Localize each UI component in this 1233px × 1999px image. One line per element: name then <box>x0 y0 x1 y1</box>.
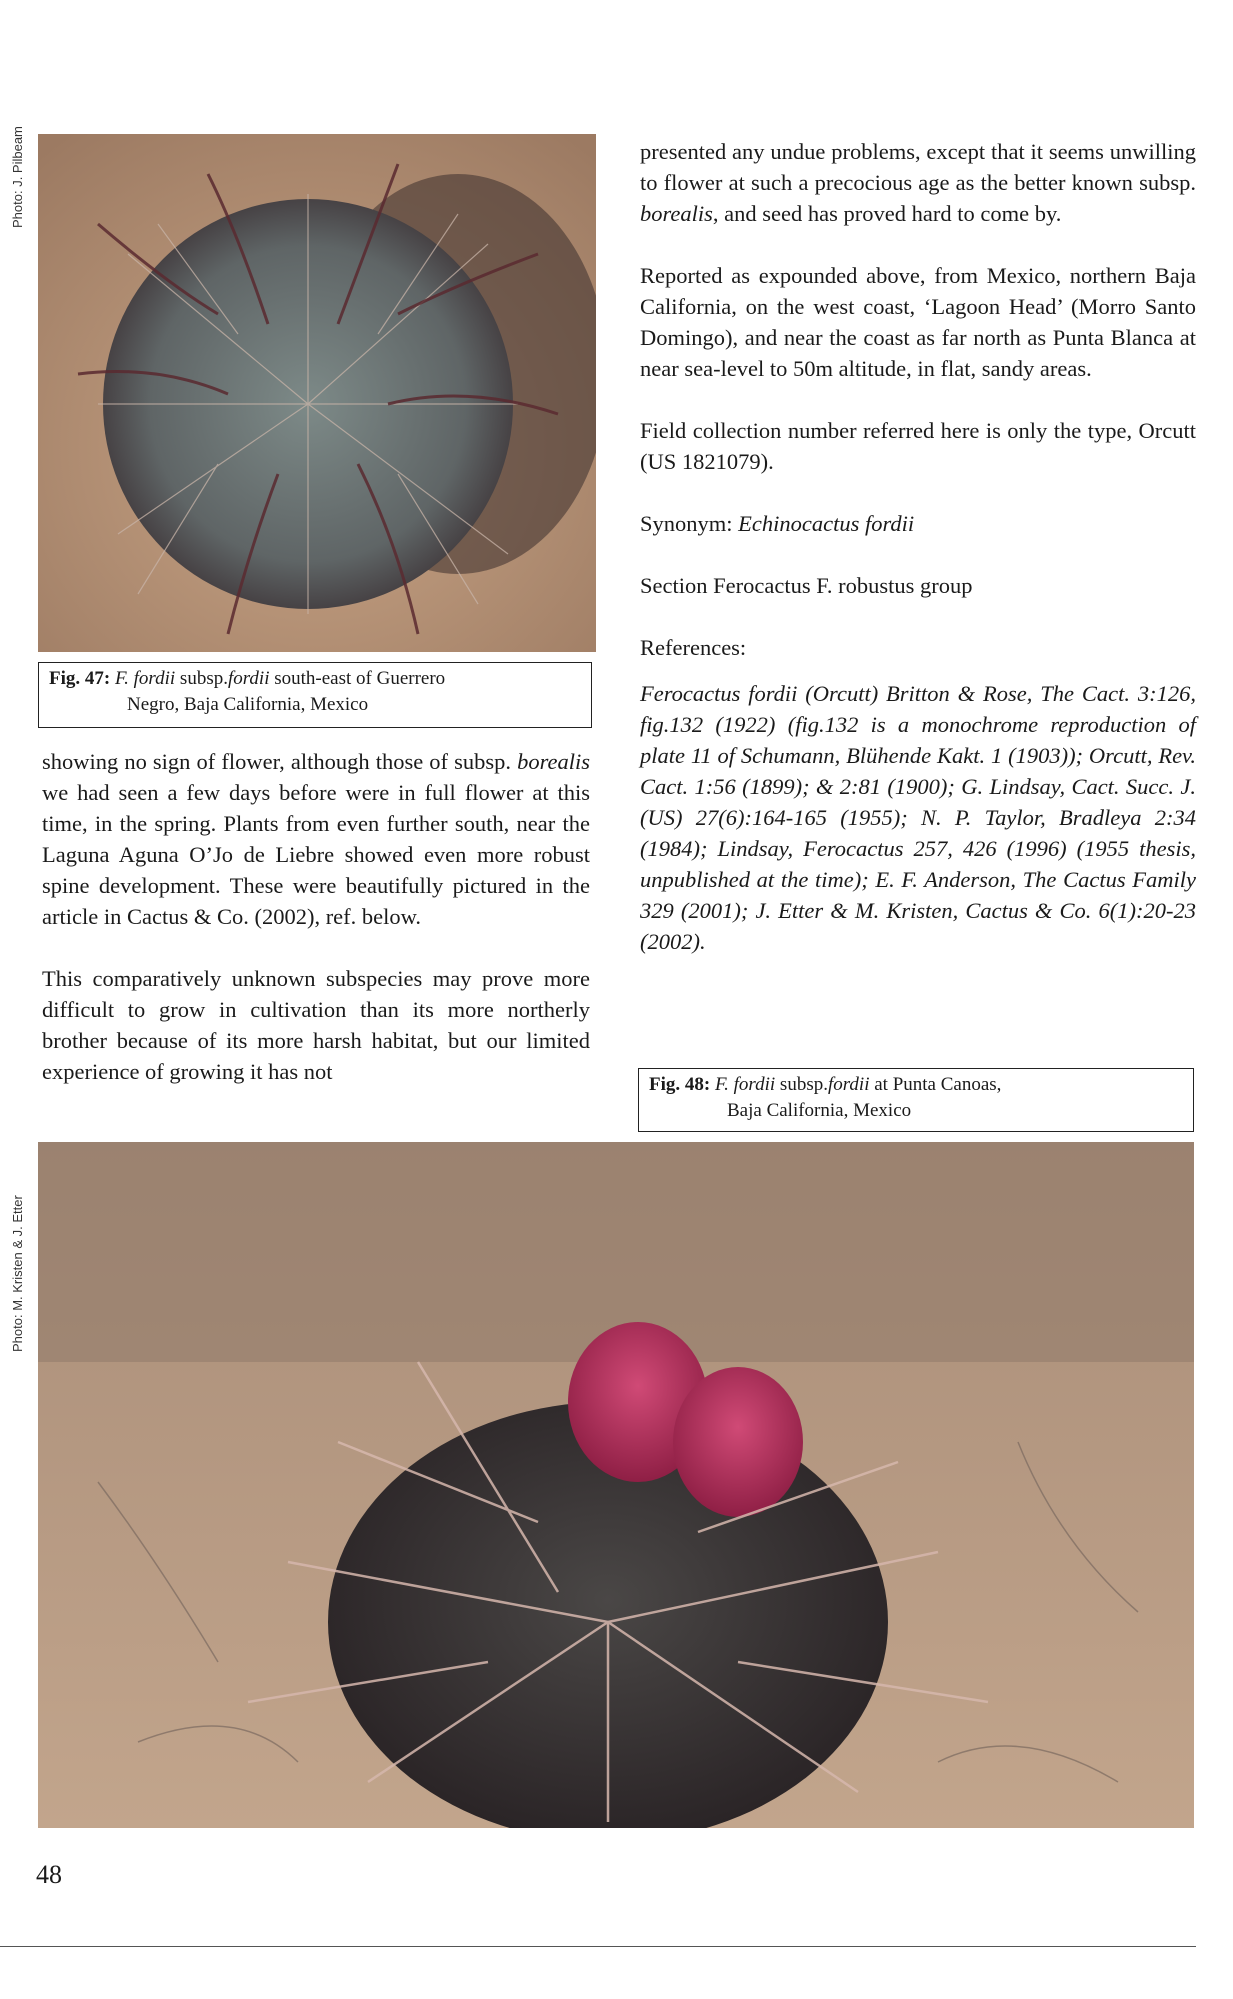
genus: F. <box>714 1074 729 1095</box>
subspecies: fordii <box>227 668 270 689</box>
figure-label: Fig. 47: <box>49 668 111 689</box>
subsp-label: subsp. <box>779 1074 828 1095</box>
left-column <box>42 746 590 1087</box>
caption-text: at Punta Canoas, <box>874 1074 1002 1095</box>
cactus-photo-top <box>38 134 596 652</box>
caption-line-1 <box>49 666 581 692</box>
caption-line-2: Negro, Baja California, Mexico <box>127 694 369 715</box>
right-column <box>640 136 1196 957</box>
left-paragraph-1: showing no sign of flower, although those of subsp. borealis we had seen a few days before were in full flower at this time, in the spring. Plants from even further south, near the Laguna Aguna O’Jo de Liebre showed even more robust spine development. These were beautifully pictured in the article in Cactus & Co. (2002), ref. below. <box>42 749 590 929</box>
species: fordii <box>133 668 176 689</box>
section-line: Section Ferocactus F. robustus group <box>640 573 973 598</box>
photo-credit-2: Photo: M. Kristen & J. Etter <box>10 1195 25 1352</box>
synonym-line: Synonym: Echinocactus fordii <box>640 511 915 536</box>
cactus-flowering-illustration <box>38 1142 1194 1828</box>
right-paragraph-3: Field collection number referred here is only the type, Orcutt (US 1821079). <box>640 418 1196 474</box>
right-paragraph-1: presented any undue problems, except that it seems unwilling to flower at such a precocious age as the better known subsp. borealis, and seed has proved hard to come by. <box>640 139 1196 226</box>
subsp-label: subsp. <box>179 668 228 689</box>
left-paragraph-2: This comparatively unknown subspecies may prove more difficult to grow in cultivation than its more northerly brother because of its more harsh habitat, but our limited experience of growing it has not <box>42 966 590 1084</box>
photo-credit-1: Photo: J. Pilbeam <box>10 126 25 228</box>
right-paragraph-2: Reported as expounded above, from Mexico, northern Baja California, on the west coast, ‘Lagoon Head’ (Morro Santo Domingo), and near the coast as far north as Punta Blanca at near sea-level to 50m altitude, in flat, sandy areas. <box>640 263 1196 381</box>
subspecies: fordii <box>827 1074 870 1095</box>
figure-label: Fig. 48: <box>649 1074 711 1095</box>
caption-line-1 <box>649 1072 1183 1098</box>
genus: F. <box>114 668 129 689</box>
cactus-photo-bottom <box>38 1142 1194 1828</box>
caption-text: south-east of Guerrero <box>274 668 446 689</box>
page-number: 48 <box>36 1860 62 1889</box>
references-text: Ferocactus fordii (Orcutt) Britton & Rose, The Cact. 3:126, fig.132 (1922) (fig.132 is a monochrome reproduction of plate 11 of Schumann, Blühende Kakt. 1 (1903)); Orcutt, Rev. Cact. 1:56 (1899); & 2:81 (1900); G. Lindsay, Cact. Succ. J. (US) 27(6):164-165 (1955); N. P. Taylor, Bradleya 2:34 (1984); Lindsay, Ferocactus 257, 426 (1996) (1955 thesis, unpublished at the time); E. F. Anderson, The Cactus Family 329 (2001); J. Etter & M. Kristen, Cactus & Co. 6(1):20-23 (2002). <box>640 681 1196 954</box>
cactus-top-view-illustration <box>38 134 596 652</box>
caption-line-2: Baja California, Mexico <box>727 1100 912 1121</box>
figure-caption-48 <box>638 1068 1194 1132</box>
bottom-rule <box>0 1946 1196 1947</box>
figure-caption-47 <box>38 662 592 728</box>
species: fordii <box>733 1074 776 1095</box>
references-label: References: <box>640 635 747 660</box>
